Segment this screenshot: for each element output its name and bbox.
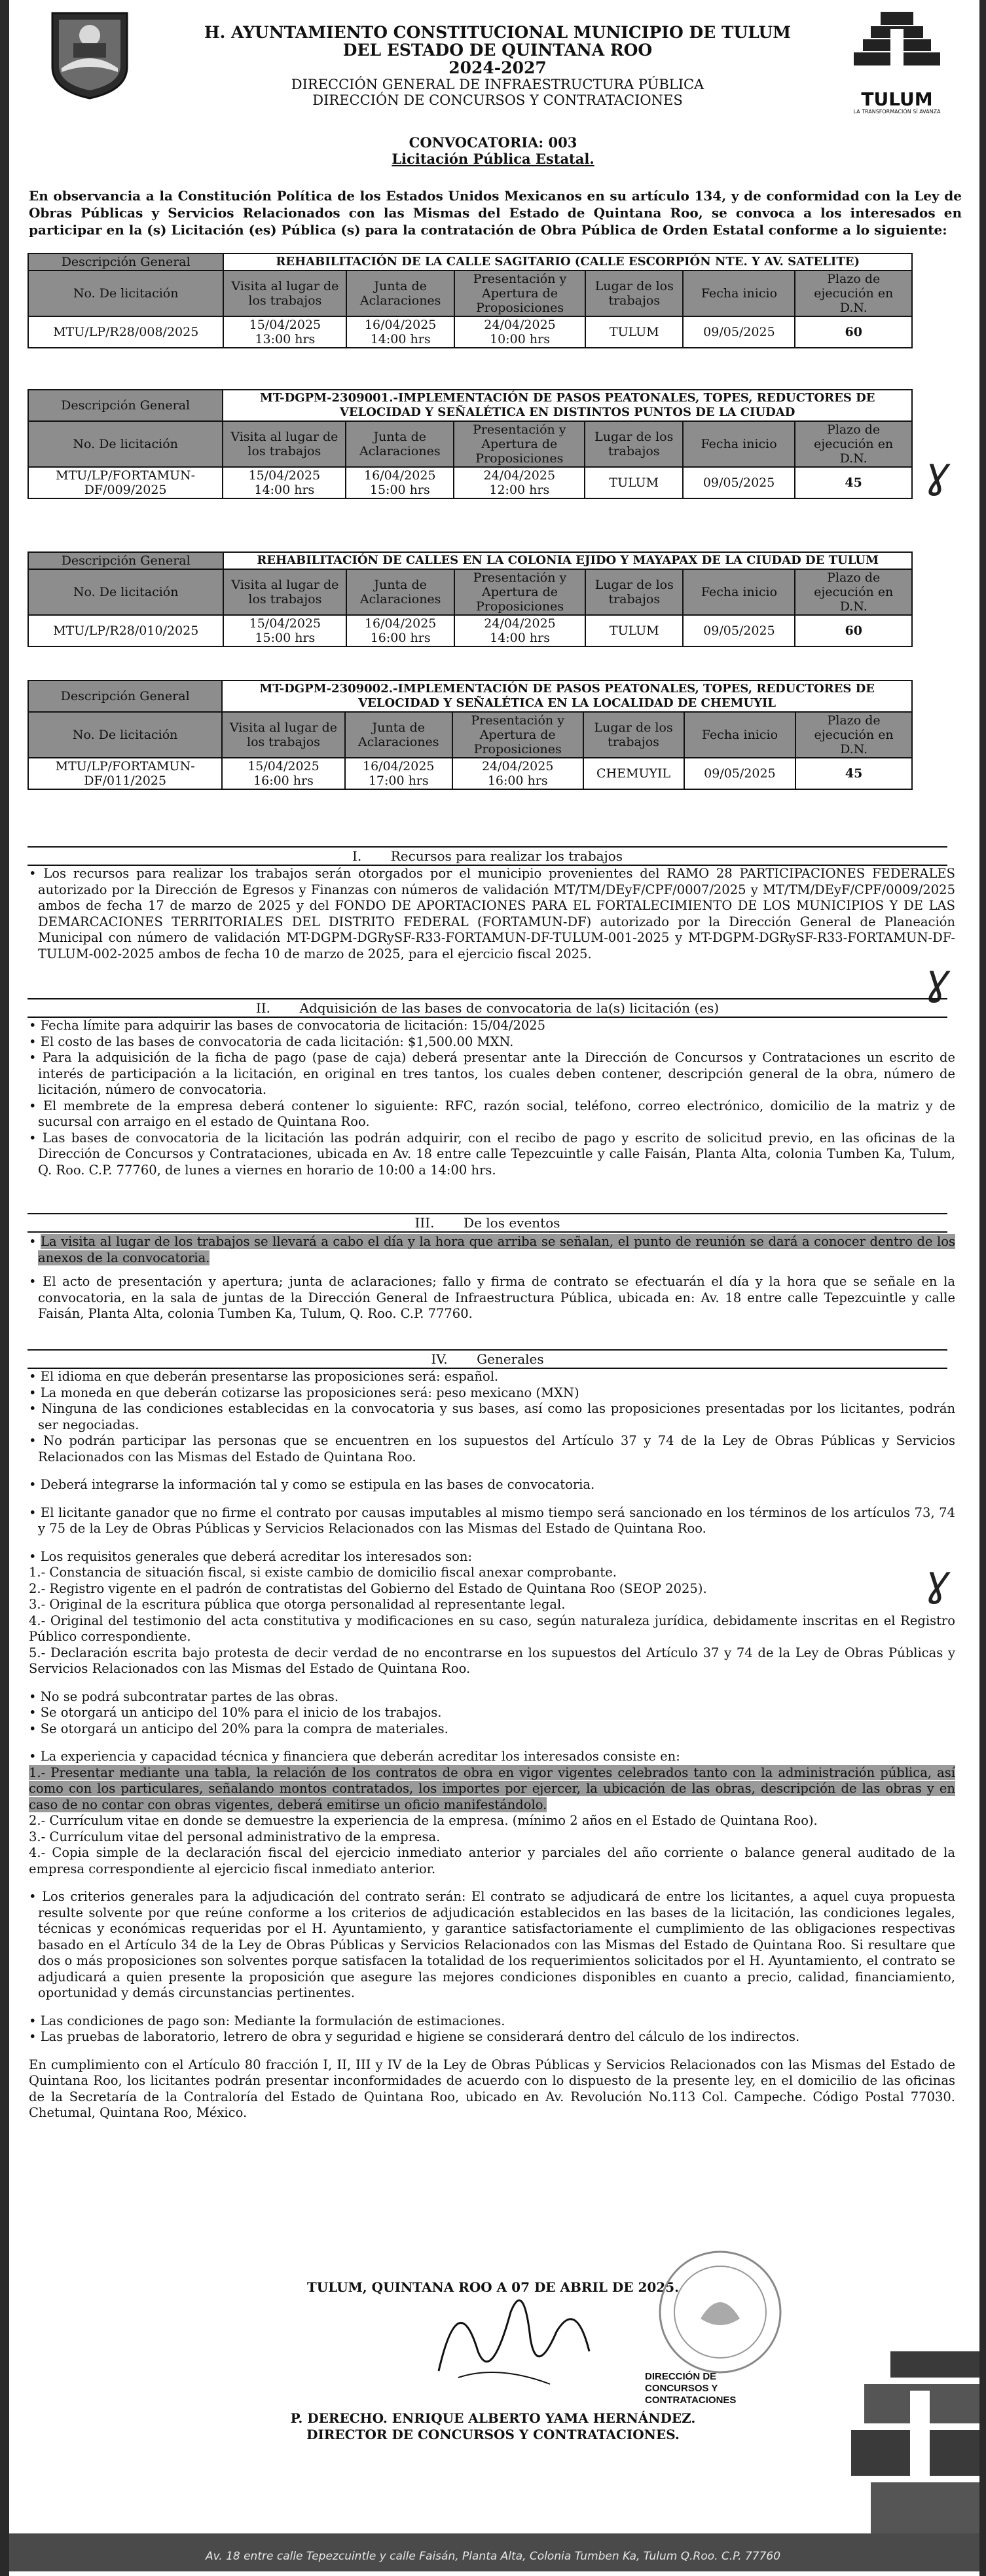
experiencia-item: 4.- Copia simple de la declaración fiscal del ejercicio inmediato anterior y parciales del año corriente o balance general auditado de la empresa correspondiente al ejercicio fiscal inmediato anterior. bbox=[29, 1845, 955, 1876]
cell-time: 13:00 hrs bbox=[255, 332, 316, 346]
section-body bbox=[29, 1369, 955, 2121]
list-item: • Fecha límite para adquirir las bases de convocatoria de licitación: 15/04/2025 bbox=[29, 1018, 546, 1033]
convocatoria-heading bbox=[0, 134, 986, 167]
table-row bbox=[28, 758, 912, 789]
fecha-hora-cell bbox=[346, 615, 454, 646]
cell-date: 16/04/2025 bbox=[363, 759, 435, 774]
decorative-pyramid-graphic bbox=[851, 2351, 979, 2533]
header-cell: Descripción General bbox=[28, 552, 223, 569]
fecha-hora-cell bbox=[454, 316, 585, 348]
section-number: IV. bbox=[431, 1351, 448, 1367]
list-item: • El acto de presentación y apertura; junta de aclaraciones; fallo y firma de contrato se efectuarán el día y la hora que se señale en la convocatoria, en la sala de juntas de la Dirección General de Infraestructura Pública, ubicada en: Av. 18 entre calle Tepezcuintle y calle Faisán, Planta Alta, colonia Tumben Ka, Tulum, Q. Roo. C.P. 77760. bbox=[29, 1274, 955, 1321]
requisito-item: 5.- Declaración escrita bajo protesta de decir verdad de no encontrarse en los supuestos del Artículo 37 y 74 de la Ley de Obras Públicas y Servicios Relacionados con las Mismas del Estado de Quintana Roo. bbox=[29, 1645, 955, 1676]
licitacion-table bbox=[27, 389, 913, 499]
table-row bbox=[28, 552, 912, 569]
numero-cell: MTU/LP/R28/008/2025 bbox=[28, 316, 223, 348]
header-cell: No. De licitación bbox=[28, 712, 222, 758]
requisito-item: 4.- Original del testimonio del acta constitutiva y modificaciones en su caso, según naturaleza jurídica, debidamente inscritas en el Registro Público correspondiente. bbox=[29, 1613, 955, 1644]
descripcion-cell: REHABILITACIÓN DE LA CALLE SAGITARIO (CALLE ESCORPIÓN NTE. Y AV. SATELITE) bbox=[223, 253, 912, 271]
inicio-cell: 09/05/2025 bbox=[684, 758, 795, 789]
list-item: • Deberá integrarse la información tal y como se estipula en las bases de convocatoria. bbox=[29, 1477, 595, 1492]
table-row bbox=[28, 421, 912, 467]
list-item: • Las pruebas de laboratorio, letrero de obra y seguridad e higiene se considerará dentro del cálculo de los indirectos. bbox=[29, 2029, 800, 2044]
list-item: • Los criterios generales para la adjudicación del contrato serán: El contrato se adjudicará de entre los licitantes, a aquel cuya propuesta resulte solvente por que reúne conforme a los criterios de adjudicación establecidos en las bases de la licitación, las condiciones legales, técnicas y económicas requeridas por el H. Ayuntamiento, y garantice satisfactoriamente el cumplimiento de las obligaciones respectivas basado en el Artículo 34 de la Ley de Obras Públicas y Servicios Relacionados con las Mismas del Estado de Quintana Roo. Si resultare que dos o más proposiciones son solventes porque satisfacen la totalidad de los requerimientos solicitados por el H. Ayuntamiento, el contrato se adjudicará a quien presente la proposición que asegure las mejores condiciones disponibles en cuanto a precio, calidad, financiamiento, oportunidad y demás circunstancias pertinentes. bbox=[29, 1889, 956, 2000]
cell-date: 24/04/2025 bbox=[481, 759, 554, 774]
inicio-cell: 09/05/2025 bbox=[683, 316, 795, 348]
list-item: • El costo de las bases de convocatoria de cada licitación: $1,500.00 MXN. bbox=[29, 1034, 514, 1049]
header-cell: Junta de Aclaraciones bbox=[346, 271, 454, 316]
list-item: • Las condiciones de pago son: Mediante la formulación de estimaciones. bbox=[29, 2013, 505, 2028]
header-cell: Fecha inicio bbox=[683, 271, 795, 316]
header-cell: Junta de Aclaraciones bbox=[346, 421, 454, 467]
fecha-hora-cell bbox=[346, 316, 454, 348]
header-cell: Presentación y Apertura de Proposiciones bbox=[454, 569, 585, 615]
header-cell: Visita al lugar de los trabajos bbox=[222, 712, 344, 758]
section-body bbox=[29, 1018, 955, 1178]
lugar-cell: TULUM bbox=[585, 316, 683, 348]
header-cell: Lugar de los trabajos bbox=[585, 569, 683, 615]
header-cell: Descripción General bbox=[28, 681, 222, 712]
lugar-cell: CHEMUYIL bbox=[583, 758, 684, 789]
header-cell: Fecha inicio bbox=[684, 712, 795, 758]
section-heading bbox=[27, 1349, 947, 1369]
cell-time: 10:00 hrs bbox=[490, 332, 550, 346]
convocatoria-title: CONVOCATORIA: 003 bbox=[409, 134, 577, 151]
section-body bbox=[29, 1234, 955, 1322]
plazo-cell: 60 bbox=[795, 615, 912, 646]
header-cell: No. De licitación bbox=[28, 271, 223, 316]
fecha-hora-cell bbox=[452, 758, 583, 789]
licitacion-table bbox=[27, 253, 913, 348]
table-row bbox=[28, 712, 912, 758]
footer-address: Av. 18 entre calle Tepezcuintle y calle Faisán, Planta Alta, Colonia Tumben Ka, Tulum Q.Roo. C.P. 77760 bbox=[205, 2550, 781, 2563]
section-title: De los eventos bbox=[464, 1215, 560, 1231]
section-heading bbox=[27, 998, 947, 1018]
cumplimiento-paragraph: En cumplimiento con el Artículo 80 fracción I, II, III y IV de la Ley de Obras Públicas y Servicios Relacionados con las Mismas del Estado de Quintana Roo, los licitantes podrán presentar inconformidades de acuerdo con lo dispuesto de la presente ley, en el domicilio de las oficinas de la Secretaría de la Contraloría del Estado de Quintana Roo, ubicado en Av. Revolución No.113 Col. Campeche. Código Postal 77030. Chetumal, Quintana Roo, México. bbox=[29, 2057, 955, 2120]
table-row bbox=[28, 271, 912, 316]
licitacion-table bbox=[27, 551, 913, 647]
list-item: • Ninguna de las condiciones establecidas en la convocatoria y sus bases, así como las proposiciones presentadas por los licitantes, podrán ser negociadas. bbox=[29, 1401, 955, 1432]
list-item: • El idioma en que deberán presentarse las proposiciones será: español. bbox=[29, 1369, 499, 1384]
list-item: • Se otorgará un anticipo del 20% para la compra de materiales. bbox=[29, 1721, 448, 1736]
plazo-cell: 45 bbox=[795, 758, 912, 789]
signatory-name: P. DERECHO. ENRIQUE ALBERTO YAMA HERNÁNDEZ. bbox=[290, 2410, 696, 2426]
header-line4: DIRECCIÓN GENERAL DE INFRAESTRUCTURA PÚBLICA bbox=[291, 77, 704, 92]
inicio-cell: 09/05/2025 bbox=[683, 467, 795, 498]
header-line2: DEL ESTADO DE QUINTANA ROO bbox=[342, 41, 653, 60]
section-title: Recursos para realizar los trabajos bbox=[390, 848, 623, 864]
descripcion-cell: REHABILITACIÓN DE CALLES EN LA COLONIA EJIDO Y MAYAPAX DE LA CIUDAD DE TULUM bbox=[223, 552, 912, 569]
list-item: • Para la adquisición de la ficha de pago (pase de caja) deberá presentar ante la Dirección de Concursos y Contrataciones un escrito de interés de participación a la licitación, en original en tres tantos, los cuales deben contener, descripción general de la obra, número de licitación, número de convocatoria. bbox=[29, 1050, 955, 1097]
cell-date: 24/04/2025 bbox=[484, 318, 556, 332]
table-row bbox=[28, 253, 912, 271]
handwritten-signature bbox=[419, 2273, 629, 2397]
cell-time: 15:00 hrs bbox=[255, 631, 316, 645]
scan-border-right bbox=[979, 0, 986, 2576]
header-cell: Descripción General bbox=[28, 253, 223, 271]
experiencia-item: 1.- Presentar mediante una tabla, la relación de los contratos de obra en vigor vigentes celebrados tanto con la administración pública, así como con los particulares, señalando montos contratados, los importes por ejercer, la ubicación de las obras, descripción de las obras y en caso de no contar con obras vigentes, deberá emitirse un oficio manifestándolo. bbox=[29, 1764, 955, 1812]
cell-date: 16/04/2025 bbox=[364, 318, 437, 332]
header-cell: Lugar de los trabajos bbox=[583, 712, 684, 758]
handwritten-check-mark: ɣ bbox=[924, 1558, 950, 1606]
section-heading bbox=[27, 1213, 947, 1233]
header-cell: Junta de Aclaraciones bbox=[345, 712, 452, 758]
cell-time: 16:00 hrs bbox=[370, 631, 431, 645]
header-cell: No. De licitación bbox=[28, 569, 223, 615]
cell-date: 16/04/2025 bbox=[364, 468, 436, 483]
header-cell: Lugar de los trabajos bbox=[585, 421, 683, 467]
numero-cell: MTU/LP/R28/010/2025 bbox=[28, 615, 223, 646]
header-line5: DIRECCIÓN DE CONCURSOS Y CONTRATACIONES bbox=[312, 92, 683, 108]
tulum-pyramid-logo bbox=[845, 9, 949, 117]
cell-date: 16/04/2025 bbox=[364, 616, 437, 631]
cell-time: 14:00 hrs bbox=[254, 483, 315, 497]
descripcion-cell: MT-DGPM-2309001.-IMPLEMENTACIÓN DE PASOS PEATONALES, TOPES, REDUCTORES DE VELOCIDAD Y SEÑALÉTICA EN DISTINTOS PUNTOS DE LA CIUDAD bbox=[223, 390, 912, 421]
list-item: • La experiencia y capacidad técnica y financiera que deberán acreditar los interesados consiste en: bbox=[29, 1749, 680, 1764]
numero-cell: MTU/LP/FORTAMUN-DF/009/2025 bbox=[28, 467, 223, 498]
handwritten-check-mark: ɣ bbox=[924, 449, 950, 498]
list-item: • La visita al lugar de los trabajos se llevará a cabo el día y la hora que arriba se señalan, el punto de reunión se dará a conocer dentro de los anexos de la convocatoria. bbox=[29, 1234, 955, 1265]
section-number: I. bbox=[352, 848, 362, 864]
cell-date: 15/04/2025 bbox=[247, 759, 320, 774]
header-cell: Junta de Aclaraciones bbox=[346, 569, 454, 615]
plazo-cell: 60 bbox=[795, 316, 912, 348]
cell-time: 14:00 hrs bbox=[490, 631, 550, 645]
header-cell: Presentación y Apertura de Proposiciones bbox=[454, 421, 585, 467]
fecha-hora-cell bbox=[346, 467, 454, 498]
header-cell: Fecha inicio bbox=[683, 421, 795, 467]
requisito-item: 2.- Registro vigente en el padrón de contratistas del Gobierno del Estado de Quintana Roo (SEOP 2025). bbox=[29, 1580, 707, 1596]
table-row bbox=[28, 681, 912, 712]
section-number: III. bbox=[414, 1215, 435, 1231]
table-row bbox=[28, 390, 912, 421]
header-cell: Plazo de ejecución en D.N. bbox=[795, 421, 912, 467]
header-cell: Visita al lugar de los trabajos bbox=[223, 569, 346, 615]
table-row bbox=[28, 467, 912, 498]
cell-date: 24/04/2025 bbox=[484, 616, 556, 631]
header-cell: Fecha inicio bbox=[683, 569, 795, 615]
fecha-hora-cell bbox=[454, 615, 585, 646]
scan-border-left bbox=[0, 0, 9, 2576]
header-cell: Plazo de ejecución en D.N. bbox=[795, 712, 912, 758]
list-item: • No se podrá subcontratar partes de las obras. bbox=[29, 1689, 339, 1704]
lugar-cell: TULUM bbox=[585, 615, 683, 646]
cell-time: 14:00 hrs bbox=[370, 332, 431, 346]
fecha-hora-cell bbox=[454, 467, 585, 498]
official-seal-stamp bbox=[655, 2247, 786, 2378]
tulum-wordmark: TULUM bbox=[861, 88, 933, 110]
section-body bbox=[29, 866, 955, 962]
header-cell: Visita al lugar de los trabajos bbox=[223, 421, 346, 467]
header-cell: Lugar de los trabajos bbox=[585, 271, 683, 316]
tulum-slogan: LA TRANSFORMACIÓN SÍ AVANZA bbox=[853, 109, 941, 115]
table-row bbox=[28, 569, 912, 615]
section-title: Adquisición de las bases de convocatoria de la(s) licitación (es) bbox=[299, 1000, 720, 1016]
list-item: • Los requisitos generales que deberá acreditar los interesados son: bbox=[29, 1548, 473, 1564]
requisito-item: 1.- Constancia de situación fiscal, si existe cambio de domicilio fiscal anexar comprobante. bbox=[29, 1565, 617, 1580]
descripcion-cell: MT-DGPM-2309002.-IMPLEMENTACIÓN DE PASOS PEATONALES, TOPES, REDUCTORES DE VELOCIDAD Y SEÑALÉTICA EN LA LOCALIDAD DE CHEMUYIL bbox=[222, 681, 912, 712]
list-item: • Las bases de convocatoria de la licitación las podrán adquirir, con el recibo de pago y escrito de solicitud previo, en las oficinas de la Dirección de Concursos y Contrataciones, ubicada en Av. 18 entre calle Tepezcuintle y calle Faisán, Planta Alta, colonia Tumben Ka, Tulum, Q. Roo. C.P. 77760, de lunes a viernes en horario de 10:00 a 14:00 hrs. bbox=[29, 1130, 955, 1178]
header-cell: No. De licitación bbox=[28, 421, 223, 467]
signatory-role: DIRECTOR DE CONCURSOS Y CONTRATACIONES. bbox=[306, 2427, 680, 2442]
requisito-item: 3.- Original de la escritura pública que otorga personalidad al representante legal. bbox=[29, 1597, 566, 1612]
section-number: II. bbox=[255, 1000, 271, 1016]
cell-time: 17:00 hrs bbox=[368, 774, 429, 788]
list-item: • No podrán participar las personas que se encuentren en los supuestos del Artículo 37 y 74 de la Ley de Obras Públicas y Servicios Relacionados con las Mismas del Estado de Quintana Roo. bbox=[29, 1433, 955, 1465]
municipal-shield-logo bbox=[47, 9, 132, 101]
cell-time: 15:00 hrs bbox=[369, 483, 430, 497]
experiencia-item: 2.- Currículum vitae en donde se demuestre la experiencia de la empresa. (mínimo 2 años en el Estado de Quintana Roo). bbox=[29, 1813, 818, 1828]
cell-date: 15/04/2025 bbox=[249, 318, 321, 332]
header-line3: 2024-2027 bbox=[448, 58, 547, 77]
experiencia-item: 3.- Currículum vitae del personal administrativo de la empresa. bbox=[29, 1829, 441, 1844]
cell-time: 16:00 hrs bbox=[253, 774, 314, 788]
cell-time: 16:00 hrs bbox=[487, 774, 548, 788]
cell-time: 12:00 hrs bbox=[489, 483, 550, 497]
header-cell: Plazo de ejecución en D.N. bbox=[795, 569, 912, 615]
list-item: • Los recursos para realizar los trabajos serán otorgados por el municipio provenientes del RAMO 28 PARTICIPACIONES FEDERALES autorizado por la Dirección de Egresos y Finanzas con números de validación MT/TM/DEyF/CPF/0007/2025 y MT/TM/DEyF/CPF/0009/2025 ambos de fecha 17 de marzo de 2025 y del FONDO DE APORTACIONES PARA EL FORTALECIMIENTO DE LOS MUNICIPIOS Y DE LAS DEMARCACIONES TERRITORIALES DEL DISTRITO FEDERAL (FORTAMUN-DF) autorizado por la Dirección General de Planeación Municipal con número de validación MT-DGPM-DGRySF-R33-FORTAMUN-DF-TULUM-001-2025 y MT-DGPM-DGRySF-R33-FORTAMUN-DF-TULUM-002-2025 ambos de fecha 10 de marzo de 2025, para el ejercicio fiscal 2025. bbox=[29, 866, 956, 961]
fecha-hora-cell bbox=[223, 615, 346, 646]
cell-date: 24/04/2025 bbox=[483, 468, 556, 483]
header bbox=[26, 9, 962, 140]
table-row bbox=[28, 615, 912, 646]
fecha-hora-cell bbox=[223, 316, 346, 348]
section-heading bbox=[27, 846, 947, 866]
licitacion-table bbox=[27, 680, 913, 790]
list-item: • El membrete de la empresa deberá contener lo siguiente: RFC, razón social, teléfono, correo electrónico, domicilio de la matriz y de sucursal con arraigo en el estado de Quintana Roo. bbox=[29, 1098, 956, 1129]
header-cell: Presentación y Apertura de Proposiciones bbox=[452, 712, 583, 758]
section-title: Generales bbox=[477, 1351, 544, 1367]
lugar-cell: TULUM bbox=[585, 467, 683, 498]
table-row bbox=[28, 316, 912, 348]
plazo-cell: 45 bbox=[795, 467, 912, 498]
list-item: • La moneda en que deberán cotizarse las proposiciones será: peso mexicano (MXN) bbox=[29, 1385, 579, 1400]
list-item: • El licitante ganador que no firme el contrato por causas imputables al mismo tiempo será sancionado en los términos de los artículos 73, 74 y 75 de la Ley de Obras Públicas y Servicios Relacionados con las Mismas del Estado de Quintana Roo. bbox=[29, 1504, 955, 1536]
fecha-hora-cell bbox=[345, 758, 452, 789]
header-cell: Visita al lugar de los trabajos bbox=[223, 271, 346, 316]
intro-paragraph: En observancia a la Constitución Política de los Estados Unidos Mexicanos en su artículo 134, y de conformidad con la Ley de Obras Públicas y Servicios Relacionados con las Mismas del Estado de Quintana Roo, se convoca a los interesados en participar en la (s) Licitación (es) Pública (s) para la contratación de Obra Pública de Orden Estatal conforme a lo siguiente: bbox=[29, 188, 962, 238]
fecha-hora-cell bbox=[222, 758, 344, 789]
place-date: TULUM, QUINTANA ROO A 07 DE ABRIL DE 2025. bbox=[306, 2279, 680, 2295]
inicio-cell: 09/05/2025 bbox=[683, 615, 795, 646]
header-line1: H. AYUNTAMIENTO CONSTITUCIONAL MUNICIPIO DE TULUM bbox=[204, 23, 791, 42]
cell-date: 15/04/2025 bbox=[249, 616, 321, 631]
convocatoria-subtitle: Licitación Pública Estatal. bbox=[392, 151, 594, 167]
header-cell: Presentación y Apertura de Proposiciones bbox=[454, 271, 585, 316]
cell-date: 15/04/2025 bbox=[248, 468, 321, 483]
fecha-hora-cell bbox=[223, 467, 346, 498]
handwritten-check-mark: ɣ bbox=[924, 956, 950, 1005]
list-item: • Se otorgará un anticipo del 10% para el inicio de los trabajos. bbox=[29, 1705, 442, 1720]
header-cell: Plazo de ejecución en D.N. bbox=[795, 271, 912, 316]
stamp-text: DIRECCIÓN DE CONCURSOS Y CONTRATACIONES bbox=[645, 2371, 737, 2406]
numero-cell: MTU/LP/FORTAMUN-DF/011/2025 bbox=[28, 758, 222, 789]
header-cell: Descripción General bbox=[28, 390, 223, 421]
